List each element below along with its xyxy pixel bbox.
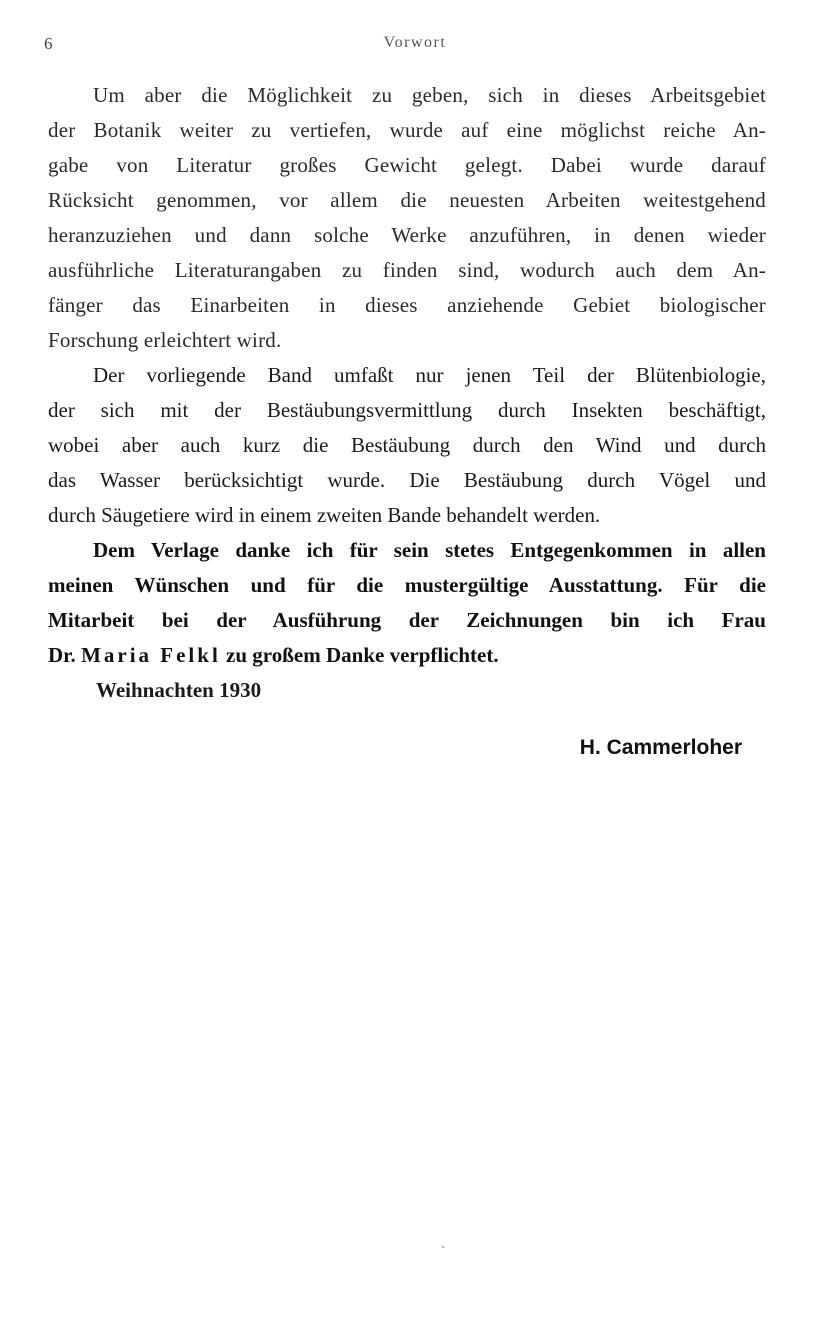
- text-line: ausführliche Literaturangaben zu finden sind, wodurch auch dem An-: [48, 258, 766, 282]
- text-line: der Botanik weiter zu vertiefen, wurde auf eine möglichst reiche An-: [48, 118, 766, 142]
- running-head: Vorwort: [383, 34, 447, 51]
- text-line: [48, 638, 766, 673]
- text-line: Mitarbeit bei der Ausführung der Zeichnungen bin ich Frau: [48, 608, 766, 632]
- person-name: Maria Felkl: [81, 643, 221, 667]
- text-suffix: zu großem Danke verpflichtet.: [226, 643, 499, 667]
- text-line: fänger das Einarbeiten in dieses anziehende Gebiet biologischer: [48, 293, 766, 317]
- text-line: Der vorliegende Band umfaßt nur jenen Teil der Blütenbiologie,: [93, 363, 766, 387]
- title-prefix: Dr.: [48, 643, 76, 667]
- paragraph-acknowledgements: [48, 533, 766, 673]
- text-line: wobei aber auch kurz die Bestäubung durch den Wind und durch: [48, 433, 766, 457]
- text-line: der sich mit der Bestäubungsvermittlung durch Insekten beschäftigt,: [48, 398, 766, 422]
- author-signature: H. Cammerloher: [579, 736, 742, 759]
- body-text: [48, 78, 766, 708]
- page-number: 6: [44, 34, 53, 53]
- text-line: Um aber die Möglichkeit zu geben, sich in dieses Arbeitsgebiet: [93, 83, 766, 107]
- paragraph-literature: [48, 78, 766, 358]
- text-line: das Wasser berücksichtigt wurde. Die Bestäubung durch Vögel und: [48, 468, 766, 492]
- scan-speck: [442, 1246, 444, 1248]
- text-line: Dem Verlage danke ich für sein stetes Entgegenkommen in allen: [93, 538, 766, 562]
- paragraph-scope: [48, 358, 766, 533]
- date-line: Weihnachten 1930: [96, 678, 262, 702]
- text-line: heranzuziehen und dann solche Werke anzuführen, in denen wieder: [48, 223, 766, 247]
- text-line: durch Säugetiere wird in einem zweiten Bande behandelt werden.: [48, 503, 601, 527]
- text-line: Forschung erleichtert wird.: [48, 328, 282, 352]
- text-line: meinen Wünschen und für die mustergültige Ausstattung. Für die: [48, 573, 766, 597]
- text-line: Rücksicht genommen, vor allem die neuesten Arbeiten weitestgehend: [48, 188, 766, 212]
- page-header: [0, 34, 830, 60]
- text-line: gabe von Literatur großes Gewicht gelegt. Dabei wurde darauf: [48, 153, 766, 177]
